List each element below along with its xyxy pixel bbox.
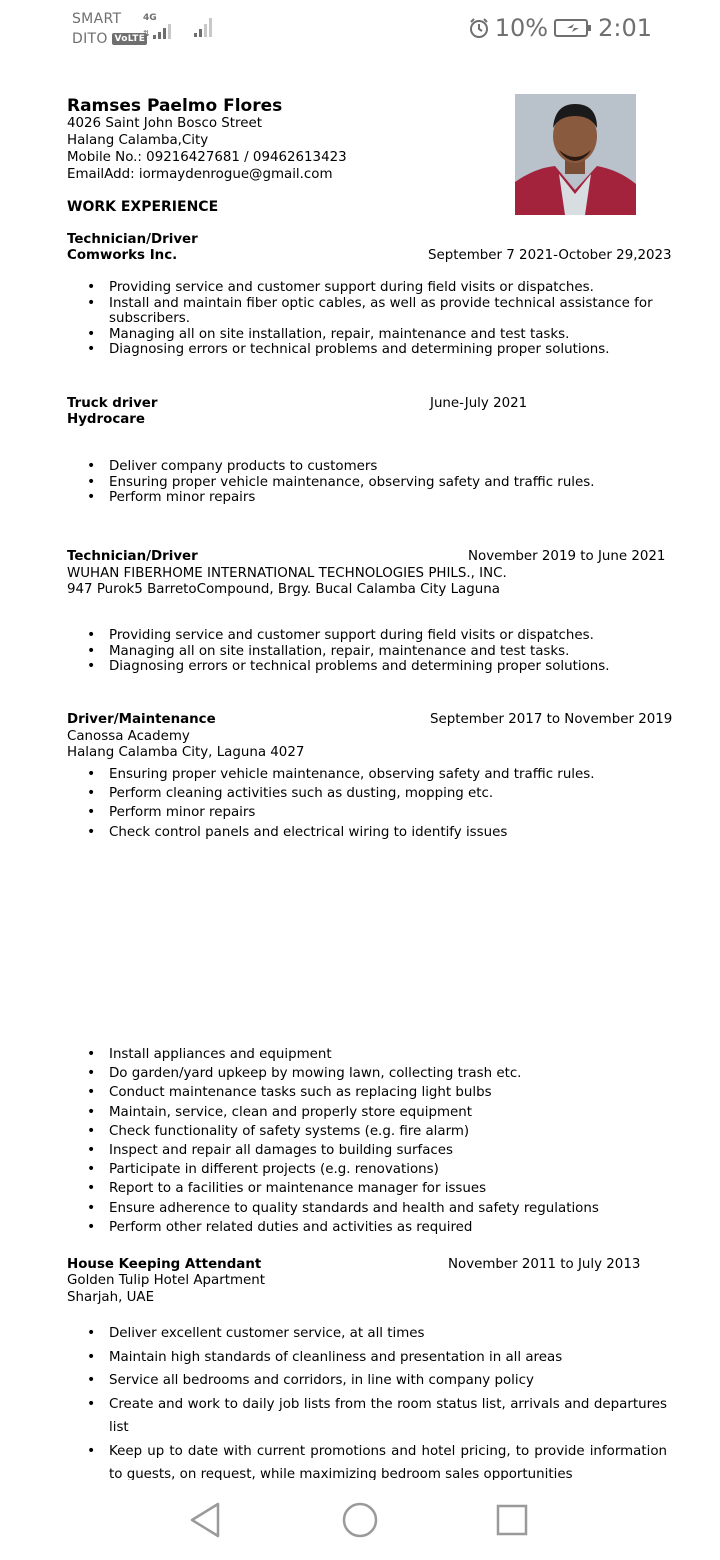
list-item: • Managing all on site installation, repair, maintenance and test tasks.: [67, 644, 610, 660]
job-1-title: Technician/Driver: [67, 232, 198, 247]
address-line-2: Halang Calamba,City: [67, 133, 209, 148]
list-item: • Diagnosing errors or technical problems and determining proper solutions.: [67, 342, 653, 358]
volte-badge: VoLTE: [114, 34, 146, 44]
list-item: • Perform other related duties and activities as required: [67, 1218, 599, 1237]
carrier-name-2: DITO: [72, 31, 108, 47]
job-4-company: Canossa Academy: [67, 729, 190, 744]
list-item: • Providing service and customer support during field visits or dispatches.: [67, 280, 653, 296]
battery-percent: 10%: [494, 14, 549, 42]
job-5-location: Sharjah, UAE: [67, 1290, 155, 1305]
job-5-dates: November 2011 to July 2013: [448, 1257, 641, 1272]
list-item: • Check control panels and electrical wiring to identify issues: [67, 823, 595, 842]
battery-charging-icon: [554, 19, 592, 37]
job-5-title: House Keeping Attendant: [67, 1257, 262, 1272]
job-4-dates: September 2017 to November 2019: [430, 712, 673, 727]
job-1-dates: September 7 2021-October 29,2023: [428, 248, 672, 263]
list-item: • Perform minor repairs: [67, 490, 595, 506]
back-triangle-icon[interactable]: [186, 1500, 226, 1540]
job-5-duties: [67, 1322, 667, 1480]
list-item: • Service all bedrooms and corridors, in line with company policy: [67, 1369, 667, 1393]
list-item: • Do garden/yard upkeep by mowing lawn, collecting trash etc.: [67, 1064, 599, 1083]
list-item: • Deliver excellent customer service, at all times: [67, 1322, 667, 1346]
list-item: • Managing all on site installation, repair, maintenance and test tasks.: [67, 327, 653, 343]
job-4-location: Halang Calamba City, Laguna 4027: [67, 745, 305, 760]
list-item: • Ensuring proper vehicle maintenance, observing safety and traffic rules.: [67, 475, 595, 491]
carrier-name-1: SMART: [72, 11, 122, 27]
job-4-title: Driver/Maintenance: [67, 712, 216, 727]
profile-photo: [515, 94, 636, 215]
job-3-title: Technician/Driver: [67, 549, 198, 564]
list-item: • Ensure adherence to quality standards and health and safety regulations: [67, 1199, 599, 1218]
alarm-clock-icon: [469, 18, 489, 38]
job-2-company: Hydrocare: [67, 412, 145, 427]
list-item: • Perform cleaning activities such as dusting, mopping etc.: [67, 784, 595, 803]
list-item: • Keep up to date with current promotions and hotel pricing, to provide information to guests, on request, while maximizing bedroom sales opportunities: [67, 1440, 667, 1481]
job-5-company: Golden Tulip Hotel Apartment: [67, 1273, 265, 1288]
svg-text:⇅: ⇅: [143, 29, 150, 38]
section-title-work-experience: WORK EXPERIENCE: [67, 199, 219, 215]
list-item: • Participate in different projects (e.g. renovations): [67, 1160, 599, 1179]
list-item: • Maintain high standards of cleanliness and presentation in all areas: [67, 1346, 667, 1370]
list-item: • Diagnosing errors or technical problems and determining proper solutions.: [67, 659, 610, 675]
status-right-group: [469, 12, 652, 44]
job-1-company: Comworks Inc.: [67, 248, 178, 263]
list-item: • Report to a facilities or maintenance manager for issues: [67, 1179, 599, 1198]
address-line-1: 4026 Saint John Bosco Street: [67, 116, 262, 131]
signal-strength-icon: [143, 24, 177, 40]
list-item: • Create and work to daily job lists from the room status list, arrivals and departures list: [67, 1393, 667, 1440]
job-3-dates: November 2019 to June 2021: [468, 549, 666, 564]
list-item: • Perform minor repairs: [67, 803, 595, 822]
job-4-duties-continued: [67, 1045, 599, 1237]
job-3-duties: [67, 628, 610, 675]
list-item-continuation: subscribers.: [109, 311, 191, 327]
clock-time: 2:01: [598, 14, 652, 42]
list-item: • Maintain, service, clean and properly store equipment: [67, 1103, 599, 1122]
job-2-duties: [67, 459, 595, 506]
list-item: • Providing service and customer support during field visits or dispatches.: [67, 628, 610, 644]
list-item: • Conduct maintenance tasks such as replacing light bulbs: [67, 1083, 599, 1102]
email-address: EmailAdd: iormaydenrogue@gmail.com: [67, 167, 333, 182]
list-item: • Ensuring proper vehicle maintenance, observing safety and traffic rules.: [67, 765, 595, 784]
signal-strength-2-icon: [192, 16, 216, 38]
list-item: • Check functionality of safety systems (e.g. fire alarm): [67, 1122, 599, 1141]
navigation-bar: [0, 1480, 720, 1560]
job-2-dates: June-July 2021: [430, 396, 528, 411]
job-3-location: 947 Purok5 BarretoCompound, Brgy. Bucal Calamba City Laguna: [67, 582, 500, 597]
job-2-title: Truck driver: [67, 396, 158, 411]
applicant-name: Ramses Paelmo Flores: [67, 96, 283, 116]
recents-square-icon[interactable]: [492, 1500, 532, 1540]
mobile-number: Mobile No.: 09216427681 / 09462613423: [67, 150, 347, 165]
job-1-duties: [67, 280, 653, 358]
list-item: • Install appliances and equipment: [67, 1045, 599, 1064]
list-item: • Install and maintain fiber optic cables, as well as provide technical assistance for: [67, 296, 653, 312]
network-type: 4G: [143, 13, 157, 23]
job-4-duties: [67, 765, 595, 842]
list-item: • Inspect and repair all damages to building surfaces: [67, 1141, 599, 1160]
carrier-info: [72, 9, 147, 49]
list-item: • Deliver company products to customers: [67, 459, 595, 475]
home-circle-icon[interactable]: [340, 1500, 380, 1540]
status-bar: [0, 0, 720, 56]
job-3-company: WUHAN FIBERHOME INTERNATIONAL TECHNOLOGIES PHILS., INC.: [67, 566, 507, 581]
